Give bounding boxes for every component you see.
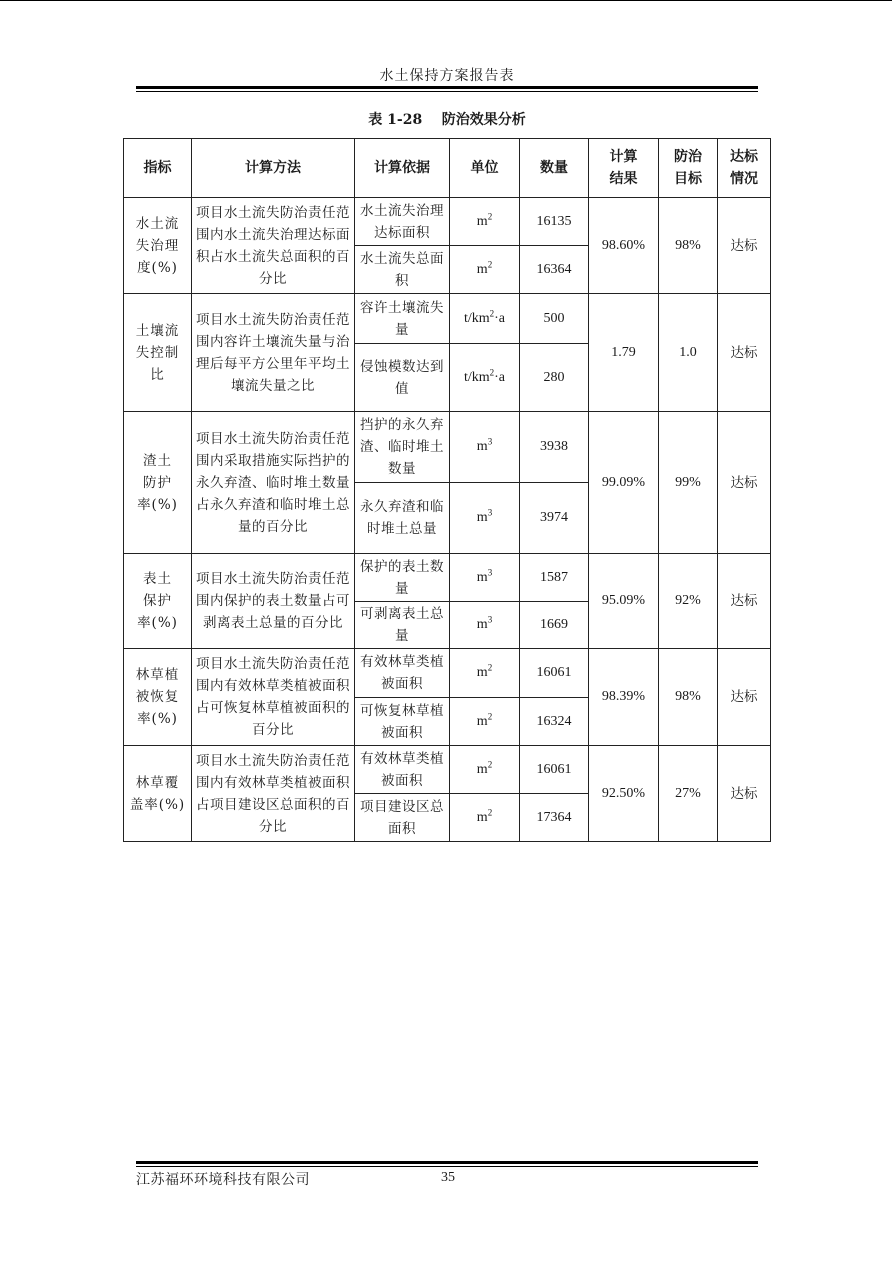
unit-cell xyxy=(450,246,520,294)
unit-base: m xyxy=(476,617,488,632)
unit-base: m xyxy=(476,665,488,680)
header-quantity: 数量 xyxy=(520,139,589,198)
unit-base: m xyxy=(476,510,488,525)
footer-rule-thin xyxy=(136,1166,758,1167)
page-number: 35 xyxy=(441,1170,455,1185)
quantity-cell: 3938 xyxy=(520,412,589,483)
method-cell: 项目水土流失防治责任范围内水土流失治理达标面积占水土流失总面积的百分比 xyxy=(192,198,355,294)
header-target-line1: 防治 xyxy=(674,149,702,165)
quantity-cell: 500 xyxy=(520,294,589,344)
basis-cell: 项目建设区总面积 xyxy=(355,794,450,842)
unit-superscript: 3 xyxy=(487,566,493,577)
unit-superscript: 2 xyxy=(487,210,493,221)
basis-cell: 水土流失总面积 xyxy=(355,246,450,294)
target-cell: 27% xyxy=(659,746,718,842)
header-target xyxy=(659,139,718,198)
unit-cell xyxy=(450,698,520,746)
basis-cell: 永久弃渣和临时堆土总量 xyxy=(355,483,450,554)
quantity-cell: 1587 xyxy=(520,554,589,602)
quantity-cell: 3974 xyxy=(520,483,589,554)
unit-superscript: 3 xyxy=(487,507,493,518)
unit-base: m xyxy=(476,761,488,777)
unit-cell xyxy=(450,602,520,649)
quantity-cell: 16324 xyxy=(520,698,589,746)
unit-superscript: 2 xyxy=(487,806,493,817)
indicator-cell: 表土保护率(%) xyxy=(124,554,192,649)
basis-cell: 有效林草类植被面积 xyxy=(355,649,450,698)
header-indicator: 指标 xyxy=(124,139,192,198)
unit-cell xyxy=(450,794,520,842)
unit-superscript: 2 xyxy=(487,258,493,269)
unit-superscript: 2 xyxy=(489,307,495,318)
quantity-cell: 280 xyxy=(520,344,589,412)
table-row xyxy=(124,649,771,698)
target-cell: 98% xyxy=(659,649,718,746)
unit-superscript: 2 xyxy=(487,662,493,673)
unit-cell xyxy=(450,746,520,794)
status-cell: 达标 xyxy=(718,649,771,746)
unit-tail: ·a xyxy=(494,369,506,385)
method-cell: 项目水土流失防治责任范围内容许土壤流失量与治理后每平方公里年平均土壤流失量之比 xyxy=(192,294,355,412)
basis-cell: 有效林草类植被面积 xyxy=(355,746,450,794)
unit-tail: ·a xyxy=(494,310,506,326)
result-cell: 1.79 xyxy=(589,294,659,412)
header-result-line2: 结果 xyxy=(609,171,638,187)
unit-base: t/km xyxy=(463,369,490,385)
header-rule-thin xyxy=(136,91,758,92)
result-cell: 98.39% xyxy=(589,649,659,746)
table-row xyxy=(124,554,771,602)
target-cell: 92% xyxy=(659,554,718,649)
header-method: 计算方法 xyxy=(192,139,355,198)
indicator-cell: 土壤流失控制比 xyxy=(124,294,192,412)
header-rule-thick xyxy=(136,86,758,89)
unit-superscript: 3 xyxy=(487,614,493,625)
target-cell: 1.0 xyxy=(659,294,718,412)
header-result-line1: 计算 xyxy=(609,149,638,165)
page-header-title: 水土保持方案报告表 xyxy=(379,68,515,84)
unit-superscript: 3 xyxy=(487,436,493,447)
unit-cell xyxy=(450,649,520,698)
quantity-cell: 1669 xyxy=(520,602,589,649)
unit-cell xyxy=(450,554,520,602)
unit-superscript: 2 xyxy=(487,758,493,769)
basis-cell: 容许土壤流失量 xyxy=(355,294,450,344)
target-cell: 98% xyxy=(659,198,718,294)
quantity-cell: 16061 xyxy=(520,649,589,698)
unit-cell xyxy=(450,412,520,483)
header-basis: 计算依据 xyxy=(355,139,450,198)
quantity-cell: 16135 xyxy=(520,198,589,246)
header-unit: 单位 xyxy=(450,139,520,198)
unit-base: m xyxy=(476,569,488,585)
indicator-cell: 水土流失治理度(%) xyxy=(124,198,192,294)
status-cell: 达标 xyxy=(718,294,771,412)
basis-cell: 可恢复林草植被面积 xyxy=(355,698,450,746)
unit-cell xyxy=(450,198,520,246)
unit-superscript: 2 xyxy=(489,366,495,377)
unit-cell xyxy=(450,344,520,412)
unit-base: m xyxy=(476,439,488,454)
header-status-line2: 情况 xyxy=(730,171,758,187)
table-row xyxy=(124,746,771,794)
quantity-cell: 17364 xyxy=(520,794,589,842)
method-cell: 项目水土流失防治责任范围内有效林草类植被面积占可恢复林草植被面积的百分比 xyxy=(192,649,355,746)
header-status xyxy=(718,139,771,198)
unit-base: t/km xyxy=(463,310,490,326)
indicator-cell: 渣土防护率(%) xyxy=(124,412,192,554)
status-cell: 达标 xyxy=(718,746,771,842)
basis-cell: 保护的表土数量 xyxy=(355,554,450,602)
basis-cell: 挡护的永久弃渣、临时堆土数量 xyxy=(355,412,450,483)
basis-cell: 水土流失治理达标面积 xyxy=(355,198,450,246)
table-row xyxy=(124,294,771,344)
target-cell: 99% xyxy=(659,412,718,554)
table-number: 表 1-28 xyxy=(368,112,423,128)
quantity-cell: 16061 xyxy=(520,746,589,794)
method-cell: 项目水土流失防治责任范围内采取措施实际挡护的永久弃渣、临时堆土数量占永久弃渣和临时堆土总量的百分比 xyxy=(192,412,355,554)
table-row xyxy=(124,412,771,483)
basis-cell: 可剥离表土总量 xyxy=(355,602,450,649)
unit-base: m xyxy=(476,213,488,229)
footer-rule-thick xyxy=(136,1161,758,1164)
unit-superscript: 2 xyxy=(487,710,493,721)
header-result xyxy=(589,139,659,198)
header-target-line2: 目标 xyxy=(674,171,702,187)
indicator-cell: 林草植被恢复率(%) xyxy=(124,649,192,746)
result-cell: 98.60% xyxy=(589,198,659,294)
top-border xyxy=(0,0,892,1)
quantity-cell: 16364 xyxy=(520,246,589,294)
unit-base: m xyxy=(476,713,488,729)
table-header-row xyxy=(124,139,771,198)
table-title: 防治效果分析 xyxy=(441,112,526,128)
status-cell: 达标 xyxy=(718,198,771,294)
result-cell: 99.09% xyxy=(589,412,659,554)
indicator-cell: 林草覆盖率(%) xyxy=(124,746,192,842)
method-cell: 项目水土流失防治责任范围内保护的表土数量占可剥离表土总量的百分比 xyxy=(192,554,355,649)
unit-cell xyxy=(450,483,520,554)
status-cell: 达标 xyxy=(718,412,771,554)
result-cell: 95.09% xyxy=(589,554,659,649)
table-body xyxy=(124,198,771,842)
unit-base: m xyxy=(476,809,488,825)
method-cell: 项目水土流失防治责任范围内有效林草类植被面积占项目建设区总面积的百分比 xyxy=(192,746,355,842)
result-cell: 92.50% xyxy=(589,746,659,842)
footer-company: 江苏福环环境科技有限公司 xyxy=(136,1172,310,1188)
basis-cell: 侵蚀模数达到值 xyxy=(355,344,450,412)
table-row xyxy=(124,198,771,246)
unit-cell xyxy=(450,294,520,344)
status-cell: 达标 xyxy=(718,554,771,649)
unit-base: m xyxy=(476,261,488,277)
prevention-effect-table xyxy=(123,138,771,842)
header-status-line1: 达标 xyxy=(730,149,758,165)
table-caption xyxy=(124,109,770,129)
